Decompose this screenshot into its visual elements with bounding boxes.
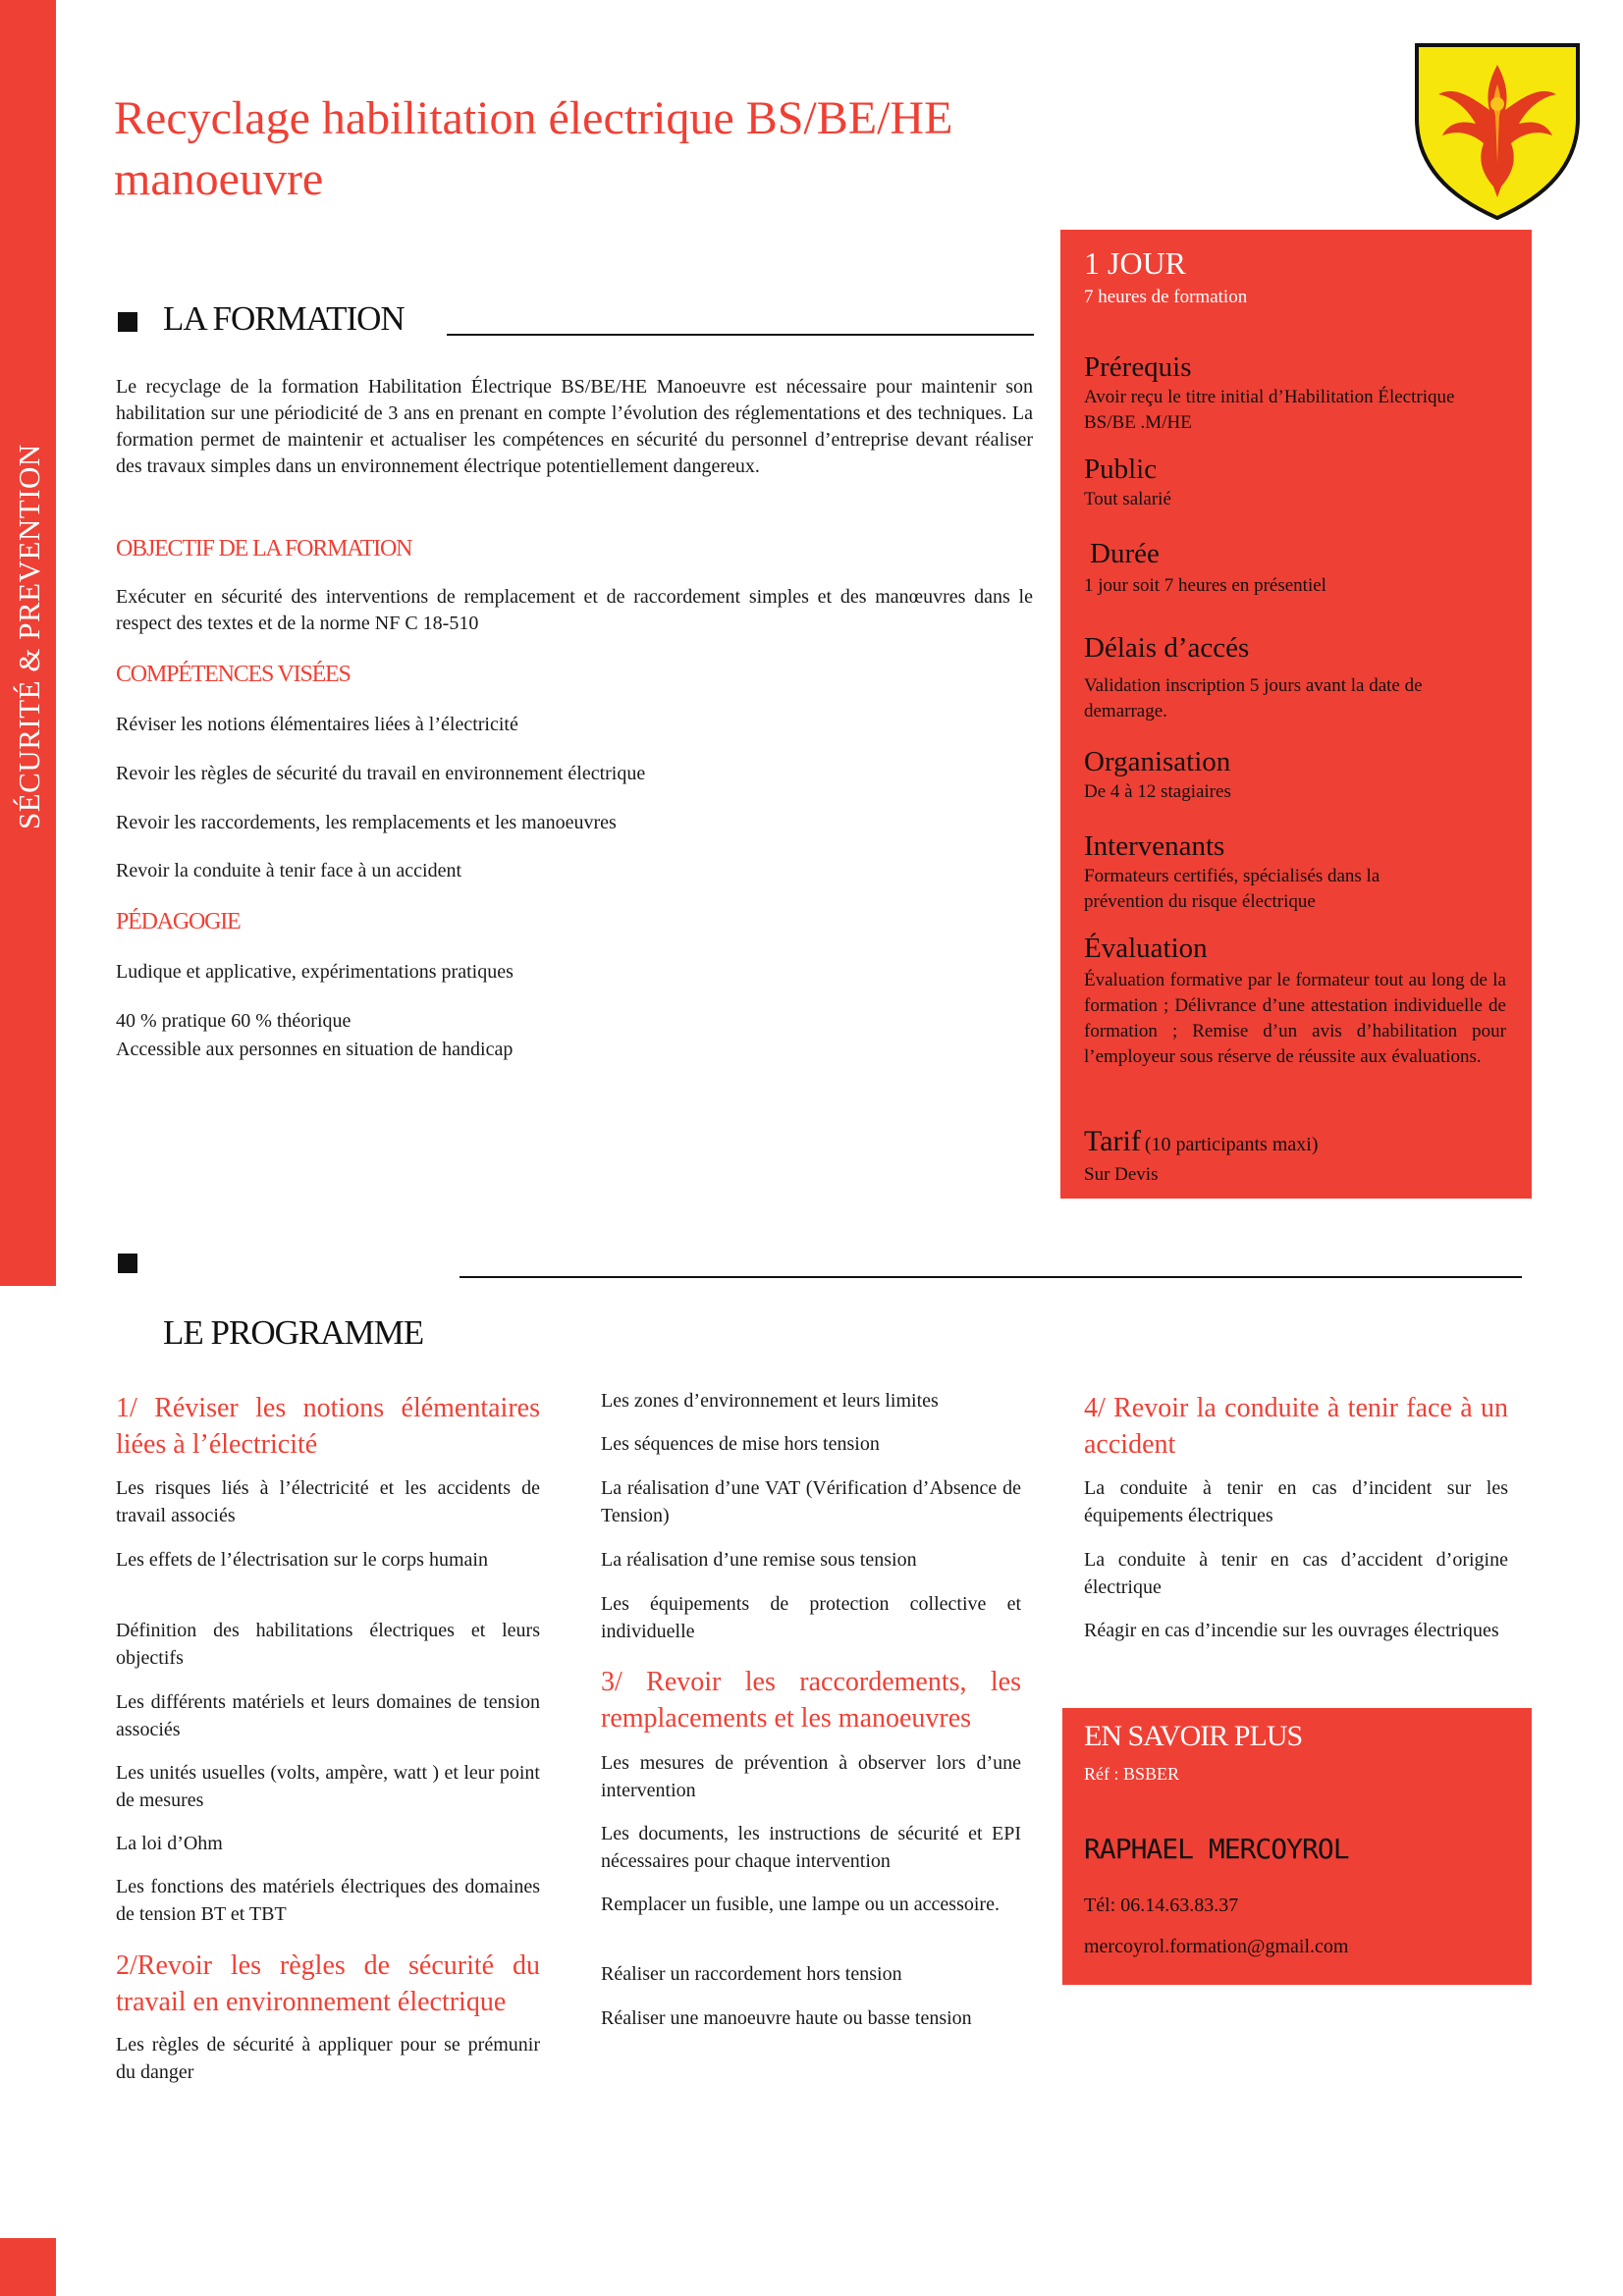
programme-section-3-heading: 3/ Revoir les raccordements, les remplacements et les manoeuvres — [601, 1667, 1021, 1734]
objectif-heading: OBJECTIF DE LA FORMATION — [116, 536, 412, 561]
side-band-bottom — [0, 2238, 56, 2296]
evaluation-text: Évaluation formative par le formateur tout au long de la formation ; Délivrance d’une attestation individuelle de formation ; Remise d’un avis d’habilitation pour l’employeur sous réserve de réussite aux évaluations. — [1084, 970, 1506, 1067]
programme-heading: LE PROGRAMME — [163, 1313, 424, 1352]
page-title: Recyclage habilitation électrique BS/BE/HE manoeuvre — [114, 92, 953, 205]
programme-item: Les mesures de prévention à observer lors d’une intervention — [601, 1752, 1021, 1801]
organisation-text: De 4 à 12 stagiaires — [1084, 781, 1231, 802]
competences-heading: COMPÉTENCES VISÉES — [116, 662, 351, 687]
programme-item: Les équipements de protection collective et individuelle — [601, 1593, 1021, 1642]
competence-item: Revoir les raccordements, les remplacements et les manoeuvres — [116, 812, 617, 833]
programme-section-2-heading: 2/Revoir les règles de sécurité du travail en environnement électrique — [116, 1950, 540, 2017]
public-text: Tout salarié — [1084, 489, 1171, 509]
programme-item: Les unités usuelles (volts, ampère, watt ) et leur point de mesures — [116, 1762, 540, 1811]
programme-item: Les documents, les instructions de sécurité et EPI nécessaires pour chaque intervention — [601, 1823, 1021, 1872]
programme-item: La réalisation d’une remise sous tension — [601, 1549, 917, 1571]
organisation-heading: Organisation — [1084, 746, 1231, 777]
formation-heading: LA FORMATION — [163, 299, 405, 338]
duration-sub: 7 heures de formation — [1084, 287, 1248, 307]
contact-email[interactable]: mercoyrol.formation@gmail.com — [1084, 1936, 1349, 1957]
pedagogie-item: Accessible aux personnes en situation de handicap — [116, 1039, 514, 1060]
savoir-ref: Réf : BSBER — [1084, 1764, 1180, 1784]
objectif-text: Exécuter en sécurité des interventions de remplacement et de raccordement simples et des manœuvres dans le respect des textes et de la norme NF C 18-510 — [116, 586, 1033, 634]
tarif-heading: Tarif — [1084, 1125, 1141, 1157]
programme-item: Les risques liés à l’électricité et les accidents de travail associés — [116, 1477, 540, 1526]
formation-intro: Le recyclage de la formation Habilitation Électrique BS/BE/HE Manoeuvre est nécessaire pour maintenir son habilitation sur une périodicité de 3 ans en prenant en compte l’évolution des réglementations et des techniques. La formation permet de maintenir et actualiser les compétences en sécurité du personnel d’entreprise devant réaliser des travaux simples dans un environnement électrique potentiellement dangereux. — [116, 376, 1033, 477]
public-heading: Public — [1084, 454, 1158, 485]
programme-item: Les zones d’environnement et leurs limites — [601, 1390, 939, 1412]
intervenants-text: Formateurs certifiés, spécialisés dans la prévention du risque électrique — [1084, 866, 1380, 912]
duree-heading: Durée — [1090, 538, 1160, 569]
prerequis-heading: Prérequis — [1084, 351, 1192, 383]
duree-text: 1 jour soit 7 heures en présentiel — [1084, 575, 1326, 596]
delais-heading: Délais d’accés — [1084, 632, 1250, 664]
competence-item: Réviser les notions élémentaires liées à l’électricité — [116, 714, 518, 735]
competence-item: Revoir les règles de sécurité du travail en environnement électrique — [116, 763, 646, 784]
programme-item: La loi d’Ohm — [116, 1833, 223, 1854]
programme-item: Les règles de sécurité à appliquer pour se prémunir du danger — [116, 2034, 540, 2083]
tarif-text: Sur Devis — [1084, 1164, 1159, 1185]
delais-text: Validation inscription 5 jours avant la date de demarrage. — [1084, 675, 1423, 721]
phoenix-shield-icon — [1399, 26, 1596, 222]
savoir-heading: EN SAVOIR PLUS — [1084, 1720, 1303, 1752]
contact-phone[interactable]: Tél: 06.14.63.83.37 — [1084, 1895, 1239, 1916]
programme-item: Réagir en cas d’incendie sur les ouvrages électriques — [1084, 1620, 1499, 1641]
programme-item: Définition des habilitations électriques et leurs objectifs — [116, 1620, 540, 1669]
prerequis-text: Avoir reçu le titre initial d’Habilitation Électrique BS/BE .M/HE — [1084, 387, 1455, 433]
programme-item: Réaliser un raccordement hors tension — [601, 1963, 902, 1985]
section-bullet — [118, 312, 137, 332]
heading-rule — [460, 1276, 1522, 1278]
competence-item: Revoir la conduite à tenir face à un accident — [116, 860, 462, 881]
pedagogie-item: 40 % pratique 60 % théorique — [116, 1010, 352, 1032]
programme-item: Remplacer un fusible, une lampe ou un accessoire. — [601, 1894, 1000, 1915]
programme-item: Les différents matériels et leurs domaines de tension associés — [116, 1691, 540, 1740]
tarif-line — [1084, 1125, 1319, 1158]
programme-section-1-heading: 1/ Réviser les notions élémentaires liées à l’électricité — [116, 1393, 540, 1460]
evaluation-heading: Évaluation — [1084, 933, 1208, 964]
programme-item: La conduite à tenir en cas d’accident d’origine électrique — [1084, 1549, 1508, 1598]
programme-section-4-heading: 4/ Revoir la conduite à tenir face à un accident — [1084, 1393, 1508, 1460]
pedagogie-item: Ludique et applicative, expérimentations pratiques — [116, 961, 514, 983]
tarif-note: (10 participants maxi) — [1144, 1134, 1319, 1155]
info-box — [1060, 230, 1532, 1199]
heading-rule — [447, 334, 1034, 336]
programme-item: La conduite à tenir en cas d’incident sur les équipements électriques — [1084, 1477, 1508, 1526]
programme-item: Les séquences de mise hors tension — [601, 1433, 880, 1455]
contact-name: RAPHAEL MERCOYROL — [1084, 1833, 1349, 1865]
programme-item: Réaliser une manoeuvre haute ou basse tension — [601, 2007, 972, 2029]
section-bullet — [118, 1254, 137, 1273]
duration-title: 1 JOUR — [1084, 245, 1187, 281]
intervenants-heading: Intervenants — [1084, 830, 1225, 862]
pedagogie-heading: PÉDAGOGIE — [116, 909, 241, 934]
programme-item: Les fonctions des matériels électriques des domaines de tension BT et TBT — [116, 1876, 540, 1925]
programme-item: Les effets de l’électrisation sur le corps humain — [116, 1549, 488, 1571]
contact-box — [1062, 1708, 1532, 1985]
programme-item: La réalisation d’une VAT (Vérification d’Absence de Tension) — [601, 1477, 1021, 1526]
